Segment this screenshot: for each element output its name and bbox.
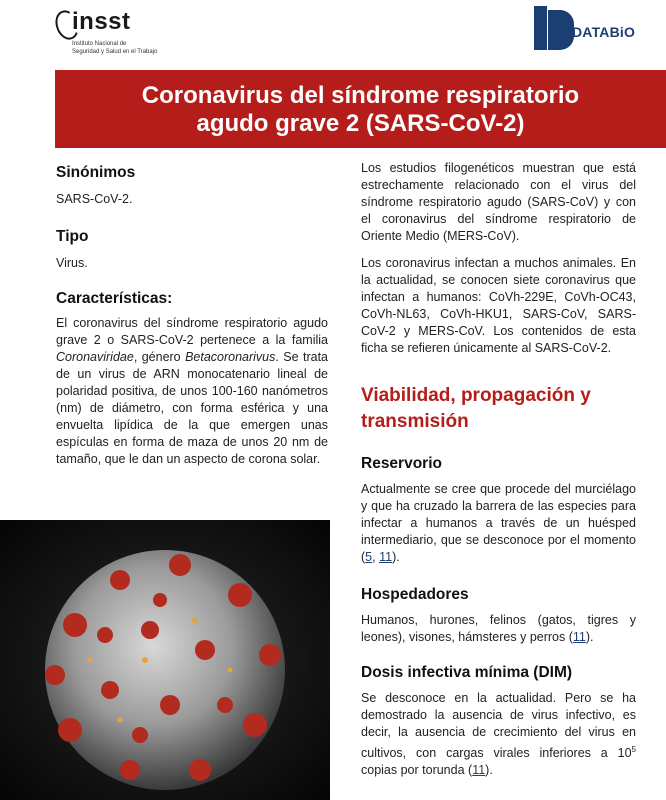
- hospedadores-heading: Hospedadores: [361, 586, 469, 603]
- coronavirus-illustration: [0, 520, 330, 800]
- caracteristicas-text: El coronavirus del síndrome respiratorio agudo grave 2 o SARS-CoV-2 pertenece a la familia Coronaviridae, género Betacoronarivus. Se trata de un virus de ARN monocatenario lineal de polaridad positiva, de unos 100-160 nanómetros (nm) de diámetro, con forma esférica y una envuelta lipídica de la que emergen unas espículas en forma de maza de unos 20 nm de tamaño, que le dan un aspecto de corona solar.: [56, 316, 328, 466]
- title-banner: [55, 70, 666, 148]
- hospedadores-text: Humanos, hurones, felinos (gatos, tigres y leones), visones, hámsteres y perros (11).: [361, 613, 636, 644]
- tipo-text: Virus.: [56, 256, 88, 270]
- phylogenetic-paragraph: Los estudios filogenéticos muestran que está estrechamente relacionado con el virus del síndrome respiratorio agudo (SARS-CoV) y con el coronavirus del síndrome respiratorio de Oriente Medio (MERS-CoV).: [361, 161, 636, 243]
- insst-subtitle: Instituto Nacional de Seguridad y Salud en el Trabajo: [72, 41, 158, 55]
- tipo-heading: Tipo: [56, 228, 89, 245]
- sinonimos-heading: Sinónimos: [56, 164, 136, 181]
- databio-logo-bar: [534, 6, 547, 50]
- reservorio-heading: Reservorio: [361, 455, 442, 472]
- databio-logo-b: [548, 10, 574, 50]
- human-coronavirus-paragraph: Los coronavirus infectan a muchos animales. En la actualidad, se conocen siete coronavirus que infectan a humanos: CoVh-229E, CoVh-OC43, CoVh-NL63, CoVh-HKU1, SARS-CoV, SARS-CoV-2 y MERS-CoV. Los contenidos de esta ficha se refieren únicamente al SARS-CoV-2.: [361, 256, 636, 355]
- insst-wordmark: insst: [72, 8, 131, 35]
- dim-text: Se desconoce en la actualidad. Pero se ha demostrado la ausencia de virus infectivo, es decir, la ausencia de crecimiento del virus en cultivos, con cargas virales inferiores a $10^5$ copias por torunda (11).: [361, 691, 636, 778]
- reference-link[interactable]: 5: [365, 550, 373, 564]
- page-title: Coronavirus del síndrome respiratorio agudo grave 2 (SARS-CoV-2): [141, 82, 580, 137]
- insst-logo: [56, 8, 206, 60]
- databio-logo: [534, 6, 644, 54]
- reference-link[interactable]: 11: [379, 550, 393, 564]
- sinonimos-text: SARS-CoV-2.: [56, 192, 133, 206]
- left-column: [56, 160, 328, 468]
- coronavirus-image: [0, 520, 330, 800]
- reference-link[interactable]: 11: [572, 630, 586, 644]
- databio-wordmark: DATABiO: [572, 24, 636, 40]
- reference-link[interactable]: 11: [472, 763, 486, 778]
- viability-section-title: Viabilidad, propagación y transmisión: [361, 385, 591, 432]
- caracteristicas-heading: Características:: [56, 290, 173, 307]
- dim-heading: Dosis infectiva mínima (DIM): [361, 664, 573, 681]
- reservorio-text: Actualmente se cree que procede del murciélago y que ha cruzado la barrera de las especies para infectar a humanos a través de un huésped intermediario, que se desconoce por el momento (5, 11).: [361, 482, 636, 564]
- right-column: [361, 160, 636, 779]
